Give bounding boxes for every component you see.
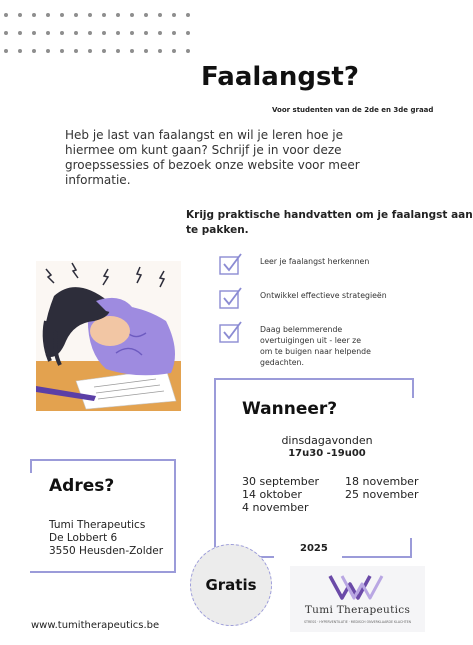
- address-text: [49, 519, 163, 558]
- stressed-student-illustration: [36, 261, 181, 411]
- tagline: [186, 208, 473, 238]
- benefit-item: [218, 286, 418, 310]
- dot-grid-decoration: [4, 6, 204, 60]
- intro-text: Heb je last van faalangst en wil je leren hoe je hiermee om kunt gaan? Schrijf je in voor deze groepssessies of bezoek onze website voor meer informatie.: [65, 128, 360, 187]
- session-date: 14 oktober: [242, 488, 302, 501]
- check-box-icon: [218, 320, 244, 344]
- address-box-left-border: [30, 459, 32, 473]
- benefit-text: Ontwikkel effectieve strategieën: [260, 291, 387, 300]
- free-badge: Gratis: [190, 544, 272, 626]
- session-date: 4 november: [242, 501, 309, 514]
- website-link[interactable]: www.tumitherapeutics.be: [31, 620, 160, 631]
- benefit-item: [218, 320, 418, 368]
- when-box-right-border: [410, 538, 412, 558]
- session-year: 2025: [300, 543, 328, 554]
- check-box-icon: [218, 252, 244, 276]
- address-box-top-border: [30, 459, 176, 461]
- logo-name: Tumi Therapeutics: [304, 604, 411, 616]
- address-line: De Lobbert 6: [49, 532, 118, 544]
- dot-row: [4, 42, 204, 60]
- when-days: dinsdagavonden: [281, 434, 373, 447]
- address-box-right-border: [174, 459, 176, 573]
- session-date: 30 september: [242, 475, 320, 488]
- page-subtitle: Voor studenten van de 2de en 3de graad: [272, 106, 434, 114]
- logo-card: [290, 566, 425, 632]
- session-date: 25 november: [345, 488, 419, 501]
- tumi-logo-icon: [328, 572, 384, 604]
- session-date: 18 november: [345, 475, 419, 488]
- page-title: Faalangst?: [201, 62, 359, 92]
- when-title: Wanneer?: [242, 399, 338, 419]
- address-line: 3550 Heusden-Zolder: [49, 545, 164, 557]
- logo-tagline: STRESS · HYPERVENTILATIE · MEDISCH ONVERKLAARDE KLACHTEN: [303, 620, 412, 624]
- dot-row: [4, 24, 204, 42]
- address-title: Adres?: [49, 476, 115, 496]
- benefit-text: Daag belemmerende overtuigingen uit - leer ze om te buigen naar helpende gedachten.: [260, 325, 371, 367]
- dot-row: [4, 6, 204, 24]
- tagline-line-1: Krijg praktische handvatten om je faalangst aan: [186, 209, 473, 221]
- session-dates-right: [345, 475, 418, 501]
- address-line: Tumi Therapeutics: [49, 519, 146, 531]
- benefit-text: Leer je faalangst herkennen: [260, 257, 370, 266]
- benefit-item: [218, 252, 418, 276]
- check-box-icon: [218, 286, 244, 310]
- when-time: 17u30 -19u00: [288, 448, 366, 459]
- address-box-bottom-border: [30, 571, 176, 573]
- tagline-line-2: te pakken.: [186, 224, 249, 236]
- session-dates-left: [242, 475, 319, 514]
